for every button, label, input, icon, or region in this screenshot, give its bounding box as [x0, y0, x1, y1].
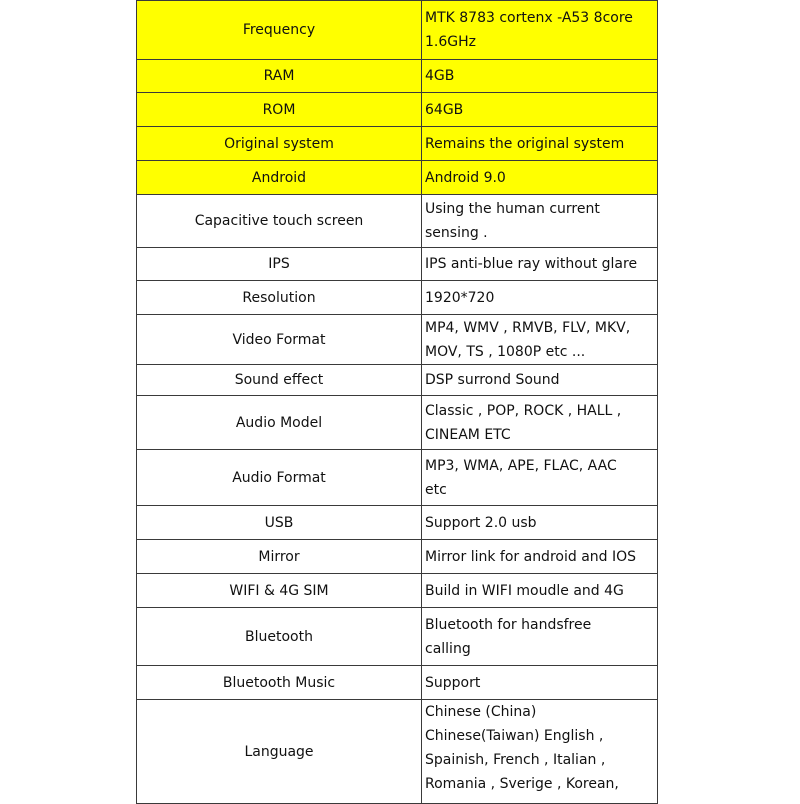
spec-value-line: CINEAM ETC	[425, 426, 511, 443]
spec-label	[137, 396, 422, 450]
spec-label	[137, 195, 422, 248]
spec-label-text: Audio Format	[232, 469, 326, 486]
spec-value-line: Spainish, French , Italian ,	[425, 752, 606, 768]
spec-value-line: Android 9.0	[425, 169, 506, 186]
spec-value	[422, 506, 658, 540]
spec-value-line: sensing .	[425, 225, 488, 241]
spec-value-line: 4GB	[425, 68, 455, 84]
spec-label	[137, 161, 422, 195]
spec-value-line: Romania , Sverige , Korean,	[425, 776, 619, 792]
spec-value-line: 1920*720	[425, 289, 495, 306]
spec-label	[137, 93, 422, 127]
spec-value-line: Support 2.0 usb	[425, 514, 537, 531]
spec-value	[422, 161, 658, 195]
spec-label-text: Video Format	[232, 331, 326, 348]
spec-label	[137, 248, 422, 281]
spec-table	[136, 0, 658, 804]
spec-value	[422, 195, 658, 248]
spec-label-text: ROM	[262, 101, 296, 118]
spec-value	[422, 574, 658, 608]
spec-value-line: MOV, TS , 1080P etc ...	[425, 343, 586, 360]
spec-label-text: Resolution	[242, 289, 316, 306]
table-row	[137, 248, 658, 281]
table-row	[137, 608, 658, 666]
spec-value	[422, 93, 658, 127]
spec-label	[137, 127, 422, 161]
spec-value-line: MTK 8783 cortenx -A53 8core	[425, 10, 633, 26]
spec-value	[422, 540, 658, 574]
spec-label-text: Android	[251, 169, 307, 186]
spec-value-line: calling	[425, 640, 471, 657]
table-row	[137, 450, 658, 506]
spec-label-text: Language	[244, 743, 314, 760]
table-row	[137, 1, 658, 60]
spec-label	[137, 1, 422, 60]
spec-label	[137, 700, 422, 804]
spec-value	[422, 450, 658, 506]
spec-label	[137, 574, 422, 608]
spec-value	[422, 396, 658, 450]
spec-value-line: 1.6GHz	[425, 34, 476, 50]
spec-value	[422, 700, 658, 804]
table-row	[137, 195, 658, 248]
spec-value	[422, 666, 658, 700]
table-row	[137, 396, 658, 450]
spec-label	[137, 60, 422, 93]
table-row	[137, 700, 658, 804]
table-row	[137, 281, 658, 315]
spec-label-text: Frequency	[242, 22, 316, 38]
spec-value	[422, 365, 658, 396]
spec-label	[137, 365, 422, 396]
table-row	[137, 574, 658, 608]
spec-label-text: Bluetooth	[245, 628, 313, 645]
spec-value-line: Mirror link for android and IOS	[425, 548, 637, 565]
spec-label	[137, 506, 422, 540]
spec-label-text: Capacitive touch screen	[194, 213, 364, 229]
spec-label-text: WIFI & 4G SIM	[229, 582, 329, 599]
spec-value-line: Chinese (China)	[425, 704, 537, 720]
table-row	[137, 540, 658, 574]
spec-label-text: Audio Model	[235, 414, 323, 431]
spec-label-text: Bluetooth Music	[222, 674, 336, 691]
spec-value	[422, 315, 658, 365]
spec-label-text: Sound effect	[234, 372, 324, 388]
spec-value-line: Using the human current	[425, 201, 600, 217]
table-row	[137, 93, 658, 127]
spec-value-line: 64GB	[425, 101, 464, 118]
spec-value	[422, 1, 658, 60]
spec-value-line: Remains the original system	[425, 135, 625, 152]
spec-value-line: Classic , POP, ROCK , HALL ,	[425, 402, 622, 419]
spec-label	[137, 608, 422, 666]
spec-label	[137, 281, 422, 315]
table-row	[137, 161, 658, 195]
spec-value	[422, 60, 658, 93]
spec-value	[422, 608, 658, 666]
spec-label	[137, 315, 422, 365]
spec-value	[422, 127, 658, 161]
spec-value-line: Bluetooth for handsfree	[425, 616, 592, 633]
spec-label	[137, 450, 422, 506]
spec-value-line: Chinese(Taiwan) English ,	[425, 728, 604, 744]
spec-value	[422, 281, 658, 315]
spec-value-line: DSP surrond Sound	[425, 372, 560, 388]
spec-value-line: Support	[425, 674, 481, 691]
table-row	[137, 506, 658, 540]
table-row	[137, 315, 658, 365]
spec-label-text: USB	[264, 514, 294, 531]
table-row	[137, 365, 658, 396]
spec-value-line: etc	[425, 481, 447, 498]
table-row	[137, 127, 658, 161]
spec-value-line: MP4, WMV , RMVB, FLV, MKV,	[425, 319, 631, 336]
spec-label-text: IPS	[268, 256, 290, 272]
spec-value	[422, 248, 658, 281]
spec-value-line: MP3, WMA, APE, FLAC, AAC	[425, 457, 617, 474]
table-row	[137, 60, 658, 93]
spec-label-text: Mirror	[258, 548, 300, 565]
spec-label-text: RAM	[263, 68, 295, 84]
table-row	[137, 666, 658, 700]
spec-label	[137, 540, 422, 574]
spec-value-line: Build in WIFI moudle and 4G	[425, 582, 624, 599]
spec-value-line: IPS anti-blue ray without glare	[425, 256, 638, 272]
spec-label-text: Original system	[224, 135, 334, 152]
spec-label	[137, 666, 422, 700]
